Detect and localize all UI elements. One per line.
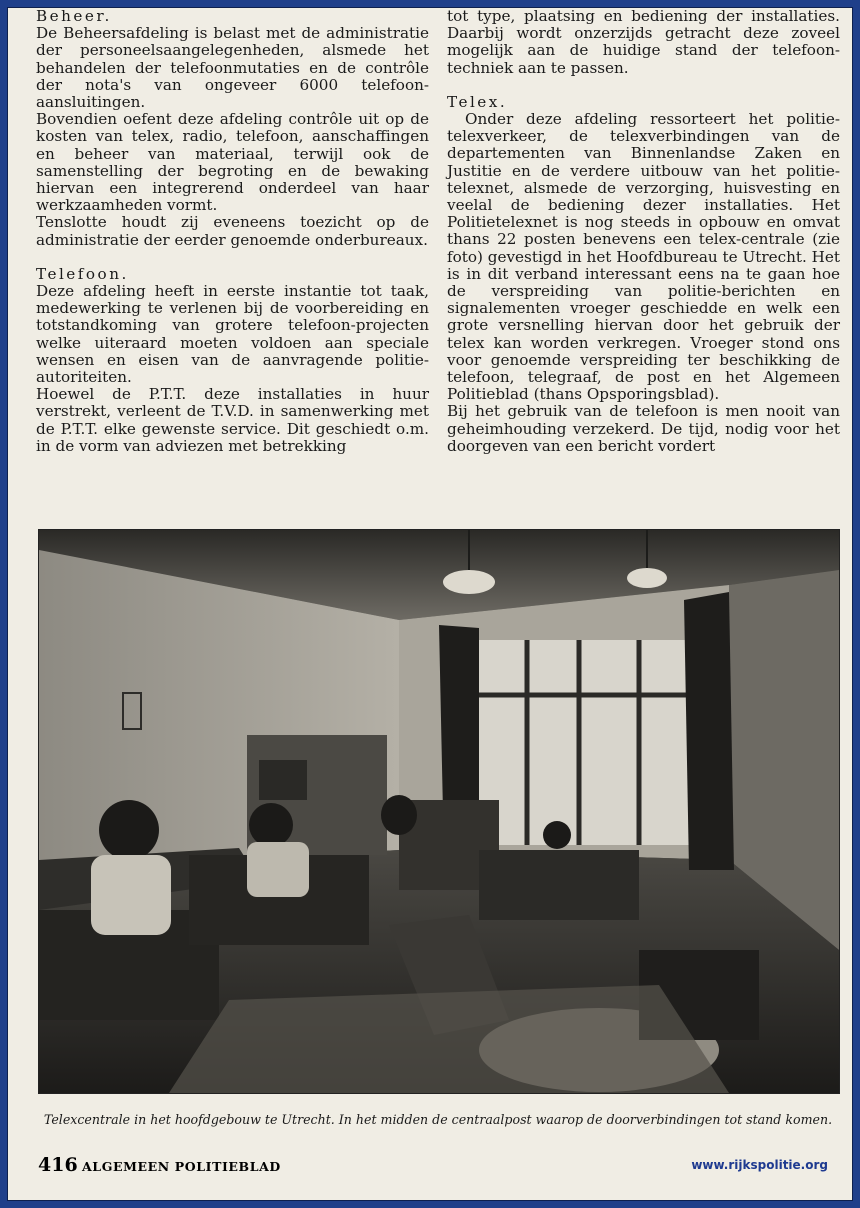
paragraph: tot type, plaatsing en bediening der installaties. Daarbij wordt onzerzijds getracht deze zoveel mogelijk aan de huidige stand der telefoon-techniek aan te passen. (447, 7, 840, 77)
page-footer (38, 1154, 838, 1176)
photo-caption: Telexcentrale in het hoofdgebouw te Utrecht. In het midden de centraalpost waarop de doorverbindingen tot stand komen. (43, 1112, 833, 1127)
section-heading-telex: Telex. (447, 92, 508, 111)
spacer (36, 249, 429, 266)
magazine-page (7, 7, 853, 1201)
paragraph: Onder deze afdeling ressorteert het politie-telexverkeer, de telexverbindingen van de departementen van Binnenlandse Zaken en Justitie en de verdere uitbouw van het politie-telexnet, alsmede de verzorging, huisvesting en veelal de bediening dezer installaties. Het Politietelexnet is nog steeds in opbouw en omvat thans 22 posten benevens een telex-centrale (zie foto) gevestigd in het Hoofdbureau te Utrecht. Het is in dit verband interessant eens na te gaan hoe de verspreiding van politie-berichten en signalementen vroeger geschiedde en welk een grote versnelling hiervan door het gebruik der telex kan worden verkregen. Vroeger stond ons voor genoemde verspreiding ter beschikking de telefoon, telegraaf, de post en het Algemeen Politieblad (thans Opsporingsblad). (447, 110, 840, 404)
page-number: 416 (38, 1154, 78, 1176)
paragraph: De Beheersafdeling is belast met de administratie der personeelsaangelegenheden, alsmede het behandelen der telefoonmutaties en de contrôle der nota's van ongeveer 6000 telefoon-aansluitingen. (36, 24, 429, 112)
section-heading-telefoon: Telefoon. (36, 264, 129, 283)
magazine-name: ALGEMEEN POLITIEBLAD (82, 1159, 281, 1174)
paragraph: Deze afdeling heeft in eerste instantie tot taak, medewerking te verlenen bij de voorbereiding en totstandkoming van grotere telefoon-projecten welke uiteraard moeten voldoen aan speciale wensen en eisen van de aanvragende politie-autoriteiten. (36, 282, 429, 387)
telex-centrale-photo (38, 529, 840, 1094)
website-link[interactable]: www.rijkspolitie.org (691, 1158, 828, 1172)
right-column (447, 8, 840, 518)
section-heading-beheer: Beheer. (36, 7, 112, 25)
paragraph: Hoewel de P.T.T. deze installaties in huur verstrekt, verleent de T.V.D. in samenwerking met de P.T.T. elke gewenste service. Dit geschiedt o.m. in de vorm van adviezen met betrekking (36, 385, 429, 455)
left-column (36, 8, 429, 518)
paragraph: Bovendien oefent deze afdeling contrôle uit op de kosten van telex, radio, telefoon, aanschaffingen en beheer van materiaal, terwijl ook de samenstelling der begroting en de bewaking hiervan een integrerend onderdeel van haar werkzaamheden vormt. (36, 110, 429, 215)
photo-illustration (39, 530, 839, 1093)
paragraph: Bij het gebruik van de telefoon is men nooit van geheimhouding verzekerd. De tijd, nodig voor het doorgeven van een bericht vordert (447, 402, 840, 455)
spacer (447, 77, 840, 94)
paragraph: Tenslotte houdt zij eveneens toezicht op de administratie der eerder genoemde onderbureaux. (36, 213, 429, 249)
text-columns (36, 8, 840, 518)
